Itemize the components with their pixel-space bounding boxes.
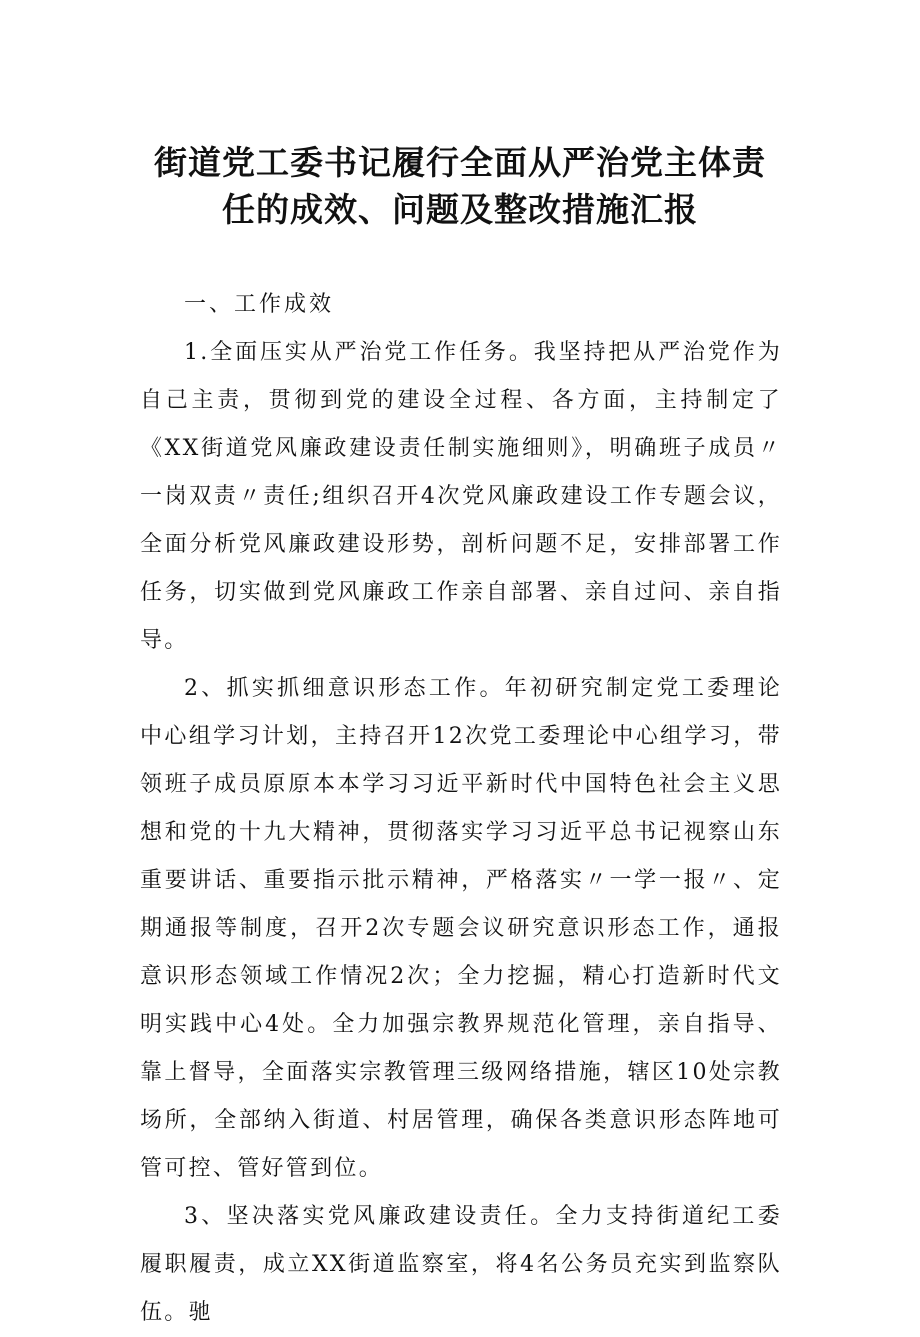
- section-heading: 一、工作成效: [184, 292, 335, 317]
- paragraph-2: 2、抓实抓细意识形态工作。年初研究制定党工委理论中心组学习计划，主持召开12次党工委理论中心组学习，带领班子成员原原本本学习习近平新时代中国特色社会主义思想和党的十九大精神，贯彻落实学习习近平总书记视察山东重要讲话、重要指示批示精神，严格落实〃一学一报〃、定期通报等制度，召开2次专题会议研究意识形态工作，通报意识形态领域工作情况2次；全力挖掘，精心打造新时代文明实践中心4处。全力加强宗教界规范化管理，亲自指导、靠上督导，全面落实宗教管理三级网络措施，辖区10处宗教场所，全部纳入街道、村居管理，确保各类意识形态阵地可管可控、管好管到位。: [140, 676, 782, 1181]
- document-body: [140, 281, 782, 1337]
- document-title-line-1: 街道党工委书记履行全面从严治党主体责: [154, 143, 766, 182]
- document-title-line-2: 任的成效、问题及整改措施汇报: [222, 190, 698, 229]
- paragraph-1: 1.全面压实从严治党工作任务。我坚持把从严治党作为自己主责，贯彻到党的建设全过程、各方面，主持制定了《XX街道党风廉政建设责任制实施细则》，明确班子成员〃一岗双责〃责任;组织召开4次党风廉政建设工作专题会议，全面分析党风廉政建设形势，剖析问题不足，安排部署工作任务，切实做到党风廉政工作亲自部署、亲自过问、亲自指导。: [140, 340, 782, 653]
- paragraph-3: 3、坚决落实党风廉政建设责任。全力支持街道纪工委履职履责，成立XX街道监察室，将4名公务员充实到监察队伍。驰: [140, 1204, 782, 1325]
